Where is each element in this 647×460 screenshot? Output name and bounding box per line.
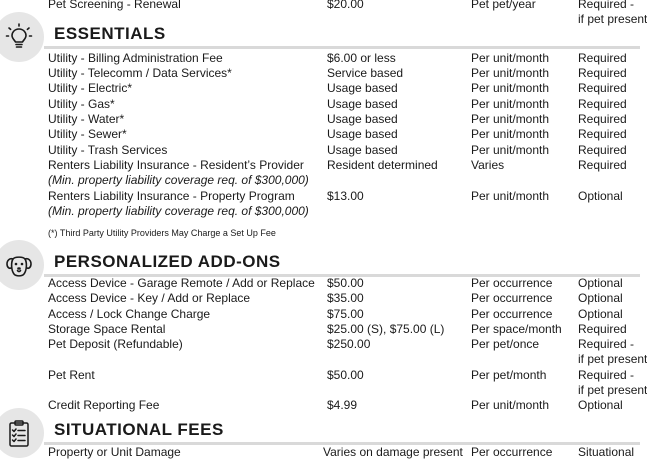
fee-frequency: Per unit/month xyxy=(471,97,550,111)
fee-frequency: Per occurrence xyxy=(471,291,553,305)
fee-name: Utility - Sewer* xyxy=(48,127,127,141)
fee-status: Optional xyxy=(578,276,623,290)
fee-frequency: Per unit/month xyxy=(471,66,550,80)
fee-row xyxy=(0,158,640,173)
fee-row xyxy=(0,368,640,383)
fee-amount: $13.00 xyxy=(327,189,364,203)
clipboard-checklist-icon xyxy=(4,418,34,448)
fee-row xyxy=(0,189,640,204)
fee-status: Required xyxy=(578,51,627,65)
fee-name: Property or Unit Damage xyxy=(48,445,181,459)
fee-row-pet-screening-renewal xyxy=(0,0,640,12)
fee-row xyxy=(0,445,640,460)
fee-name: Utility - Trash Services xyxy=(48,143,168,157)
fee-row xyxy=(0,276,640,291)
fee-name: Utility - Gas* xyxy=(48,97,115,111)
fee-name: Pet Deposit (Refundable) xyxy=(48,337,183,351)
fee-status: Optional xyxy=(578,189,623,203)
fee-row xyxy=(0,291,640,306)
fee-frequency: Per unit/month xyxy=(471,398,550,412)
fee-status: Required - xyxy=(578,368,635,382)
fee-name: Renters Liability Insurance - Resident’s Provider xyxy=(48,158,304,172)
fee-status-detail: if pet present xyxy=(578,12,647,26)
fee-status: Required - xyxy=(578,337,635,351)
fee-name: Access / Lock Change Charge xyxy=(48,307,211,321)
fee-row-note xyxy=(0,173,640,188)
fee-name: Utility - Billing Administration Fee xyxy=(48,51,223,65)
fee-amount: $35.00 xyxy=(327,291,364,305)
section-divider xyxy=(44,46,640,49)
fee-amount: $75.00 xyxy=(327,307,364,321)
fee-frequency: Per occurrence xyxy=(471,307,553,321)
fee-row-status-continuation xyxy=(0,352,647,367)
fee-name: Pet Screening - Renewal xyxy=(48,0,181,11)
fee-amount: Resident determined xyxy=(327,158,438,172)
fee-row xyxy=(0,51,640,66)
fee-status-detail: if pet present xyxy=(578,383,647,397)
fee-amount: $50.00 xyxy=(327,276,364,290)
fee-frequency: Per space/month xyxy=(471,322,562,336)
lightbulb-icon xyxy=(4,22,34,52)
fee-status: Required xyxy=(578,158,627,172)
fee-frequency: Per occurrence xyxy=(471,276,553,290)
coverage-note: (Min. property liability coverage req. of $300,000) xyxy=(48,204,309,218)
fee-frequency: Varies xyxy=(471,158,505,172)
fee-amount: Usage based xyxy=(327,143,398,157)
coverage-note: (Min. property liability coverage req. of $300,000) xyxy=(48,173,309,187)
fee-amount: Usage based xyxy=(327,97,398,111)
fee-row xyxy=(0,307,640,322)
fee-frequency: Per pet/once xyxy=(471,337,540,351)
fee-frequency: Pet pet/year xyxy=(471,0,536,11)
fee-amount: Usage based xyxy=(327,112,398,126)
fee-name: Access Device - Garage Remote / Add or Replace xyxy=(48,276,315,290)
fee-frequency: Per occurrence xyxy=(471,445,553,459)
fee-frequency: Per unit/month xyxy=(471,81,550,95)
fee-row xyxy=(0,127,640,142)
fee-row-note xyxy=(0,204,640,219)
fee-amount: $250.00 xyxy=(327,337,371,351)
fee-frequency: Per unit/month xyxy=(471,143,550,157)
fee-name: Renters Liability Insurance - Property Program xyxy=(48,189,295,203)
fee-amount: $25.00 (S), $75.00 (L) xyxy=(327,322,445,336)
fee-amount: $6.00 or less xyxy=(327,51,396,65)
fee-status: Required xyxy=(578,81,627,95)
fee-row xyxy=(0,337,640,352)
section-title: SITUATIONAL FEES xyxy=(54,420,224,439)
fee-amount: $50.00 xyxy=(327,368,364,382)
fee-frequency: Per unit/month xyxy=(471,51,550,65)
fee-status: Required xyxy=(578,112,627,126)
fee-amount: Service based xyxy=(327,66,404,80)
fee-row xyxy=(0,143,640,158)
fee-name: Access Device - Key / Add or Replace xyxy=(48,291,251,305)
fee-name: Credit Reporting Fee xyxy=(48,398,160,412)
fee-name: Storage Space Rental xyxy=(48,322,166,336)
fee-status: Optional xyxy=(578,398,623,412)
fee-status: Required xyxy=(578,66,627,80)
fee-status: Required xyxy=(578,127,627,141)
section-title: ESSENTIALS xyxy=(54,24,166,43)
fee-status: Required xyxy=(578,97,627,111)
fee-row xyxy=(0,81,640,96)
fee-frequency: Per unit/month xyxy=(471,112,550,126)
fee-status-detail: if pet present xyxy=(578,352,647,366)
fee-amount: Usage based xyxy=(327,127,398,141)
fee-row xyxy=(0,112,640,127)
fee-row xyxy=(0,97,640,112)
utility-footnote: (*) Third Party Utility Providers May Charge a Set Up Fee xyxy=(48,228,276,238)
fee-amount: Varies on damage present xyxy=(323,445,463,459)
fee-status: Optional xyxy=(578,307,623,321)
fee-name: Utility - Telecomm / Data Services* xyxy=(48,66,232,80)
fee-status: Required xyxy=(578,143,627,157)
fee-name: Utility - Water* xyxy=(48,112,125,126)
fee-status: Optional xyxy=(578,291,623,305)
fee-name: Utility - Electric* xyxy=(48,81,133,95)
fee-row xyxy=(0,66,640,81)
fee-frequency: Per pet/month xyxy=(471,368,547,382)
fee-row-status-continuation xyxy=(0,383,647,398)
fee-status: Required xyxy=(578,322,627,336)
fee-status: Required - xyxy=(578,0,635,11)
fee-frequency: Per unit/month xyxy=(471,127,550,141)
fee-name: Pet Rent xyxy=(48,368,95,382)
fee-row xyxy=(0,322,640,337)
fee-amount: $20.00 xyxy=(327,0,364,11)
fee-amount: Usage based xyxy=(327,81,398,95)
section-title: PERSONALIZED ADD-ONS xyxy=(54,252,281,271)
fee-frequency: Per unit/month xyxy=(471,189,550,203)
fee-amount: $4.99 xyxy=(327,398,358,412)
fee-status: Situational xyxy=(578,445,635,459)
